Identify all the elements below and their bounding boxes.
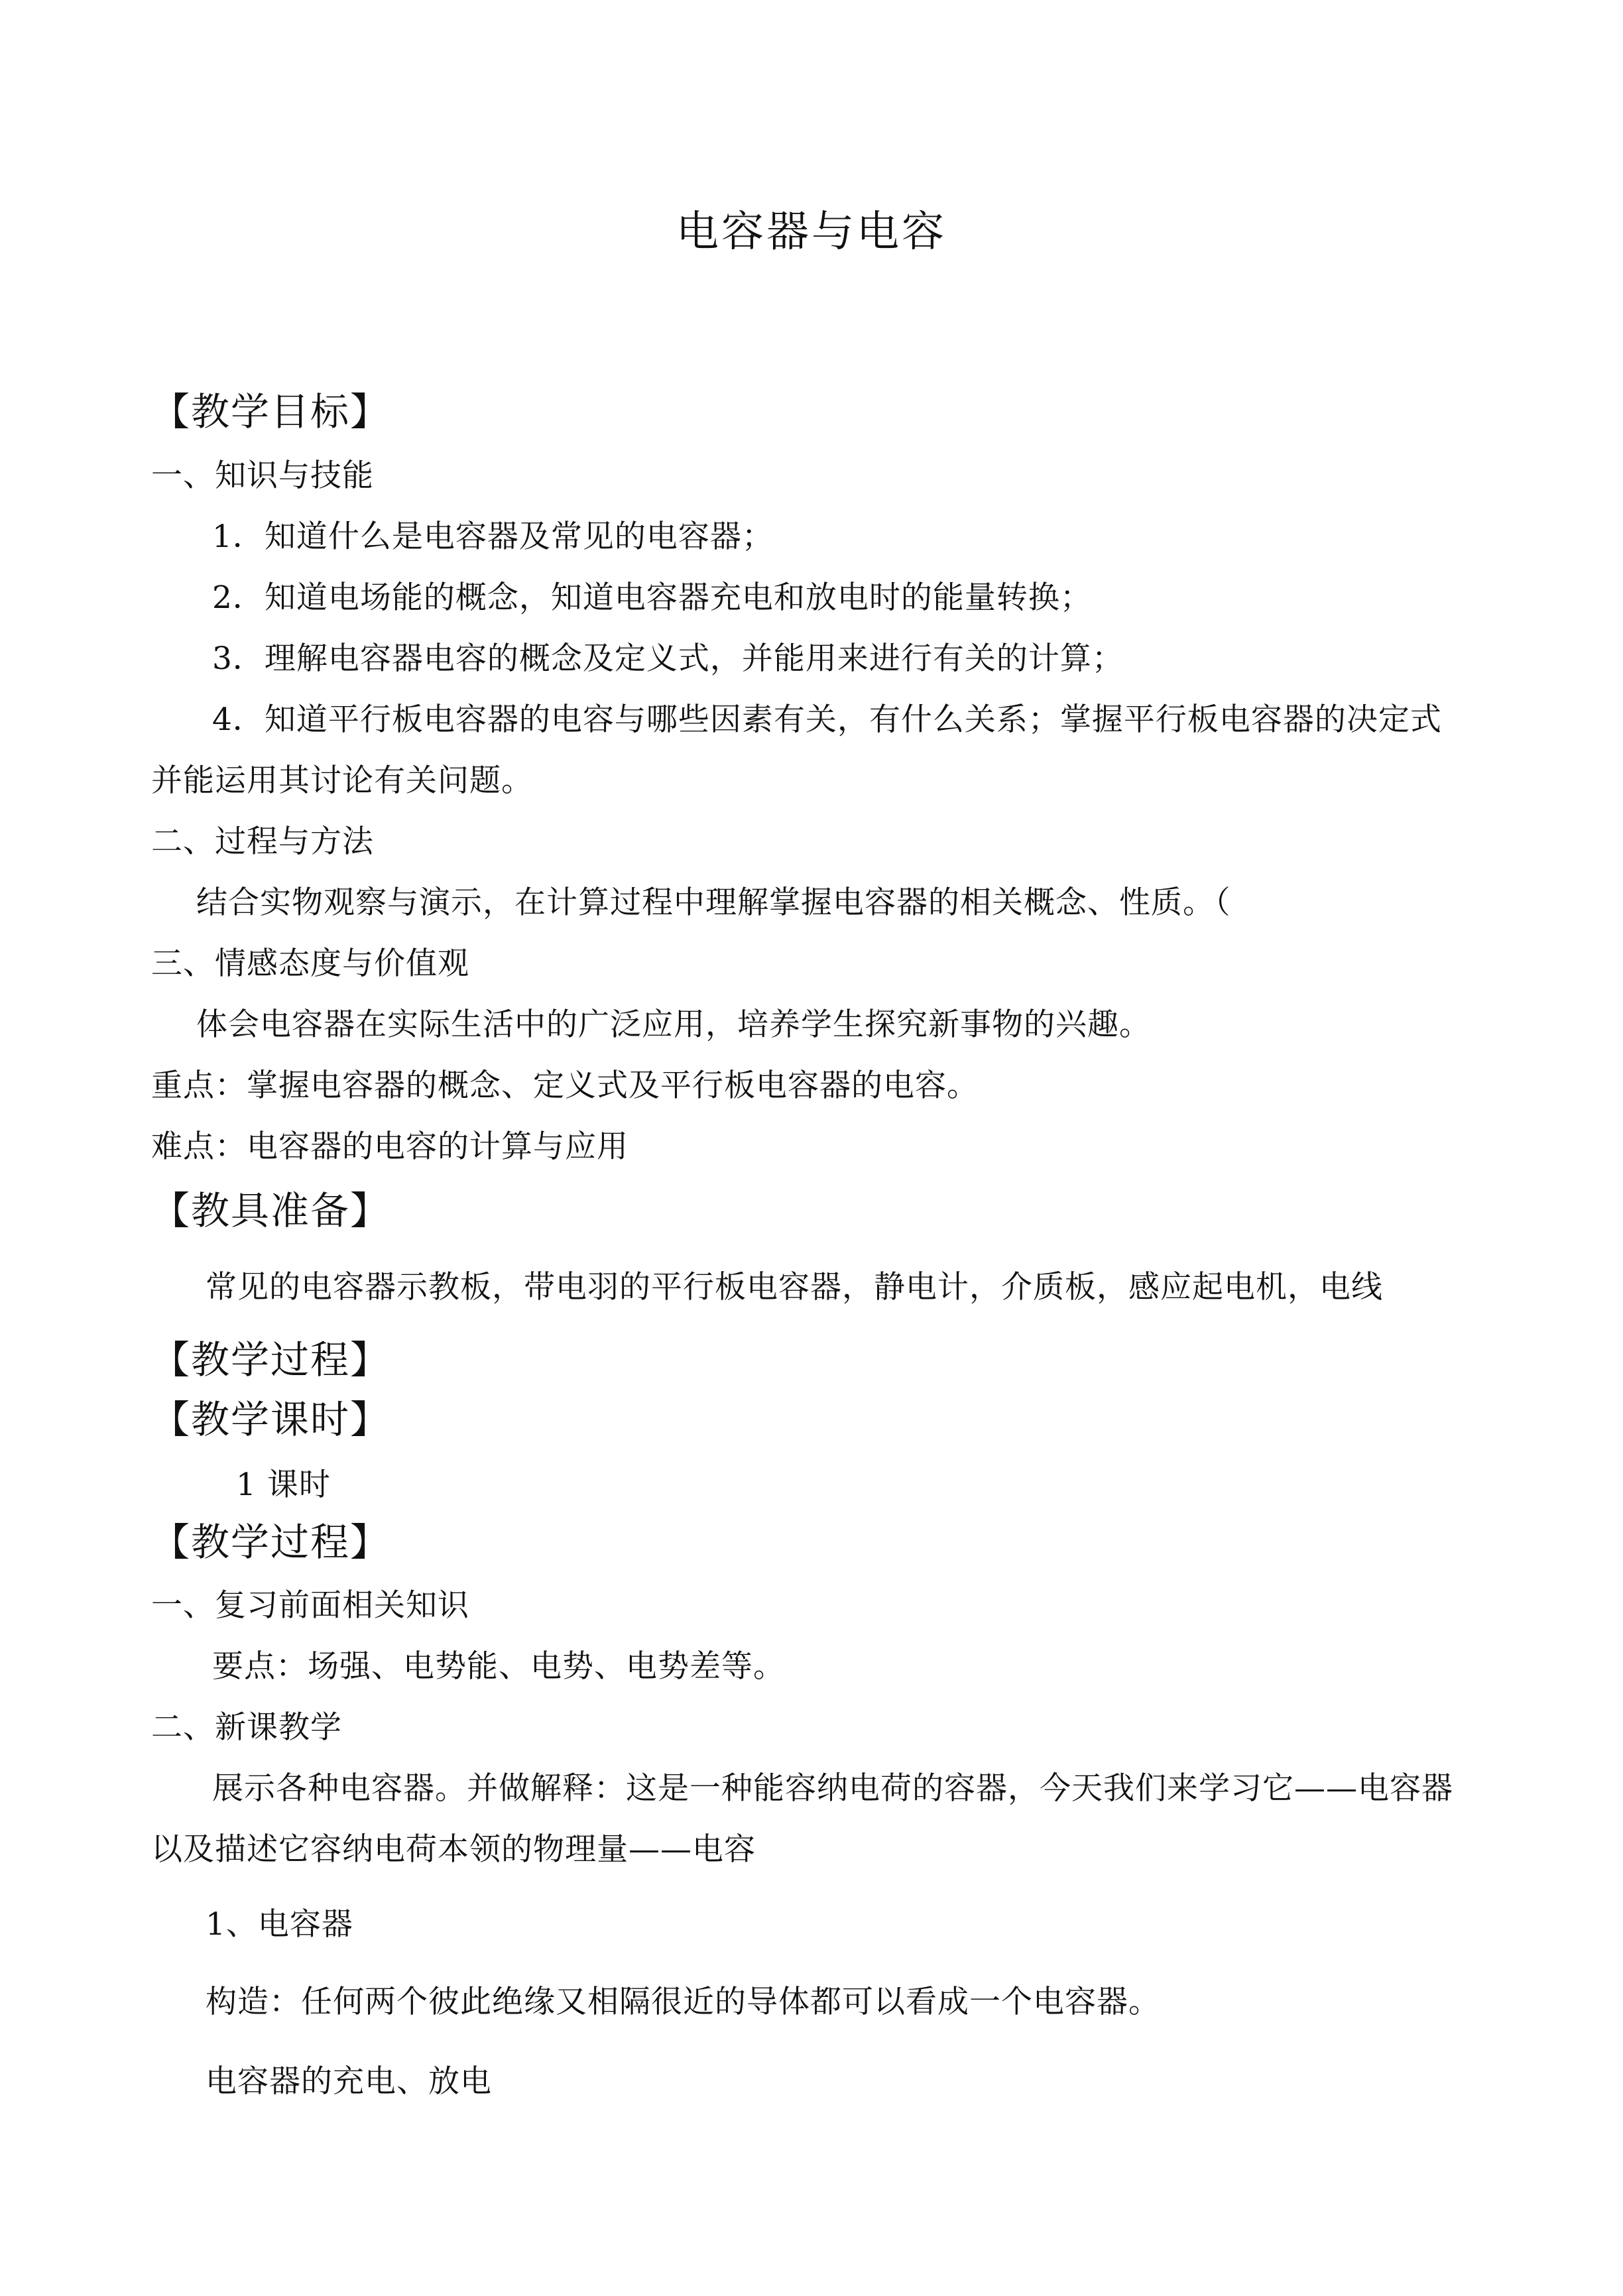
review-heading: 一、复习前面相关知识 — [151, 1587, 469, 1624]
process-methods-heading: 二、过程与方法 — [151, 823, 374, 860]
objective-2: 2．知道电场能的概念，知道电容器充电和放电时的能量转换； — [212, 579, 1092, 616]
objectives-heading: 【教学目标】 — [151, 389, 391, 434]
process-methods-text: 结合实物观察与演示，在计算过程中理解掌握电容器的相关概念、性质。（ — [196, 884, 1231, 921]
key-points: 重点：掌握电容器的概念、定义式及平行板电容器的电容。 — [151, 1067, 979, 1104]
new-lesson-line-2: 以及描述它容纳电荷本领的物理量——电容 — [151, 1831, 756, 1868]
capacitor-subheading: 1、电容器 — [206, 1906, 353, 1943]
knowledge-skills-heading: 一、知识与技能 — [151, 457, 374, 494]
difficulties: 难点：电容器的电容的计算与应用 — [151, 1128, 629, 1165]
objective-4-line-1: 4．知道平行板电容器的电容与哪些因素有关，有什么关系；掌握平行板电容器的决定式 — [212, 701, 1442, 738]
document-title: 电容器与电容 — [676, 208, 947, 257]
attitude-values-text: 体会电容器在实际生活中的广泛应用，培养学生探究新事物的兴趣。 — [196, 1006, 1151, 1043]
tools-heading: 【教具准备】 — [151, 1188, 391, 1233]
process-heading-1: 【教学过程】 — [151, 1337, 391, 1382]
objective-1: 1．知道什么是电容器及常见的电容器； — [212, 518, 774, 555]
tools-text: 常见的电容器示教板，带电羽的平行板电容器，静电计，介质板，感应起电机，电线 — [206, 1269, 1383, 1305]
objective-3: 3．理解电容器电容的概念及定义式，并能用来进行有关的计算； — [212, 640, 1124, 677]
review-points: 要点：场强、电势能、电势、电势差等。 — [212, 1648, 785, 1685]
new-lesson-line-1: 展示各种电容器。并做解释：这是一种能容纳电荷的容器，今天我们来学习它——电容器 — [212, 1770, 1453, 1807]
objective-4-line-2: 并能运用其讨论有关问题。 — [151, 762, 533, 799]
attitude-values-heading: 三、情感态度与价值观 — [151, 945, 469, 982]
charge-discharge: 电容器的充电、放电 — [206, 2063, 492, 2100]
process-heading-2: 【教学过程】 — [151, 1520, 391, 1565]
hours-text: 1 课时 — [236, 1467, 331, 1503]
hours-heading: 【教学课时】 — [151, 1397, 391, 1442]
new-lesson-heading: 二、新课教学 — [151, 1709, 342, 1746]
capacitor-structure: 构造：任何两个彼此绝缘又相隔很近的导体都可以看成一个电容器。 — [206, 1984, 1160, 2020]
